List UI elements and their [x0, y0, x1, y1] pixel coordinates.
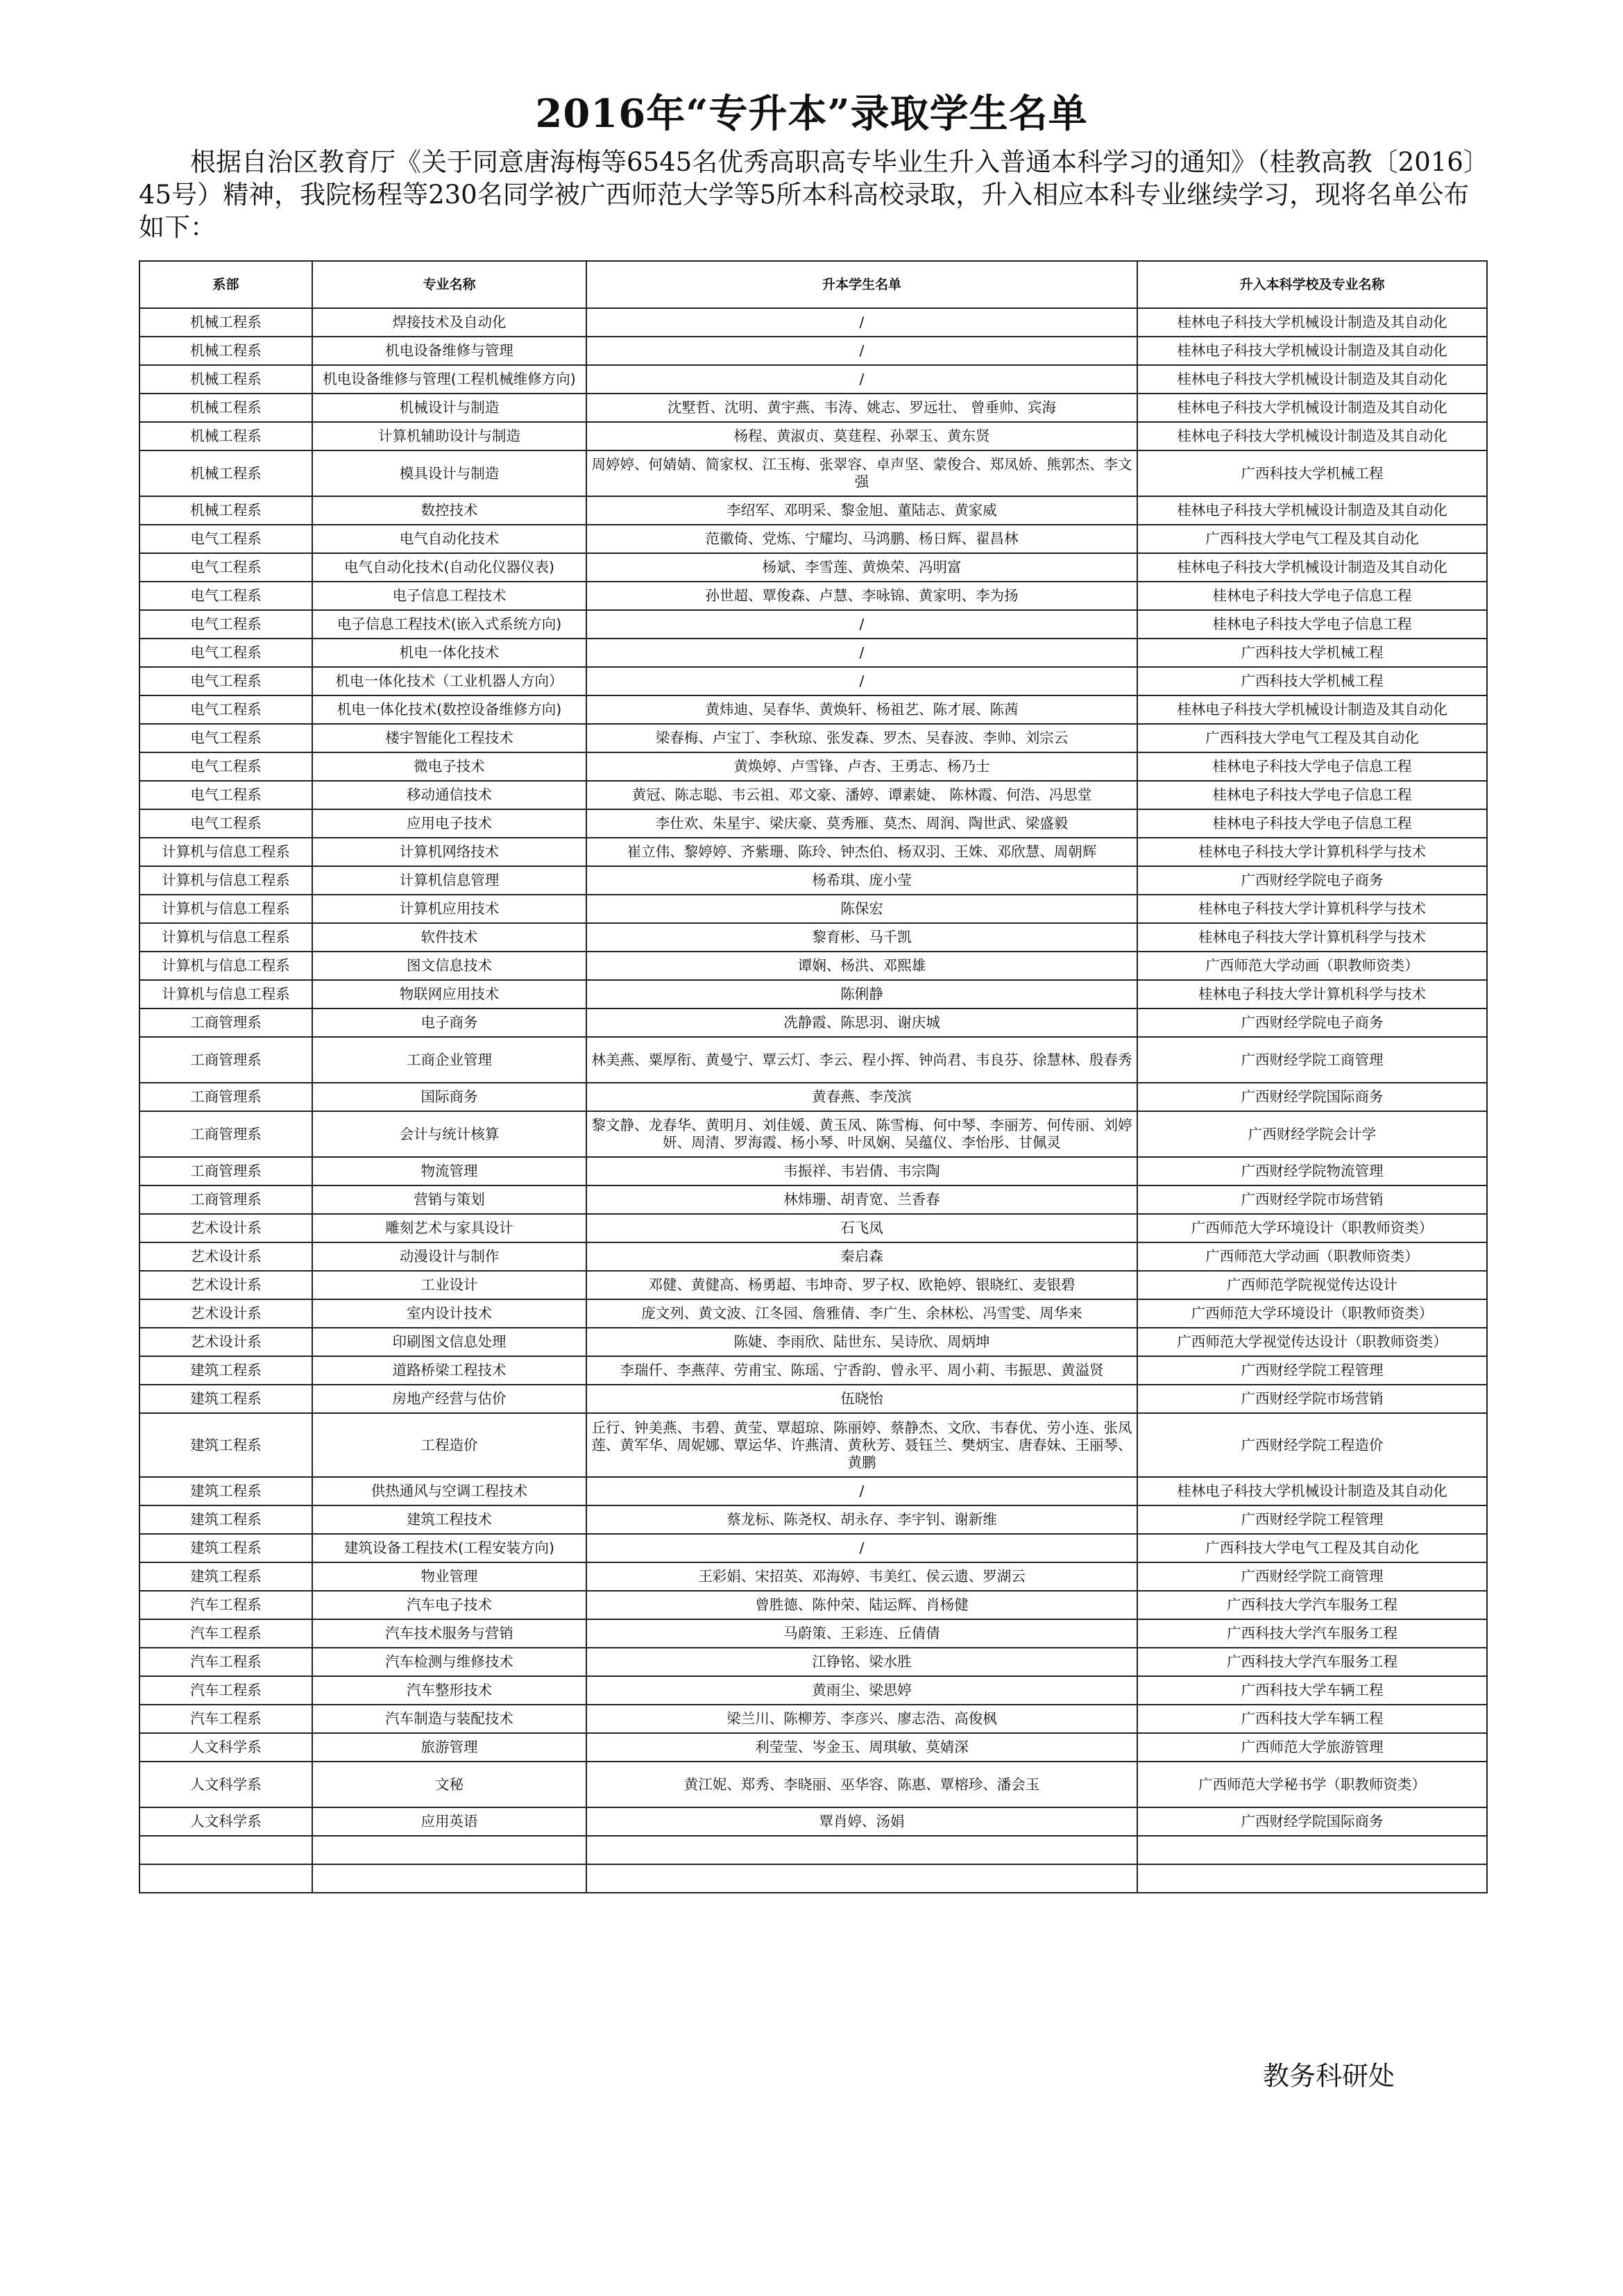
cell-students: 沈墅哲、沈明、黄宇燕、韦涛、姚志、罗远壮、 曾垂帅、宾海 [586, 394, 1137, 422]
cell-students: 陈婕、李雨欣、陆世东、吴诗欣、周炳坤 [586, 1328, 1137, 1356]
cell-major: 建筑工程技术 [312, 1505, 586, 1534]
cell-dept: 艺术设计系 [139, 1242, 312, 1271]
cell-school: 广西财经学院工程造价 [1137, 1413, 1487, 1477]
cell-major: 微电子技术 [312, 752, 586, 781]
cell-major: 软件技术 [312, 923, 586, 952]
cell-school: 桂林电子科技大学机械设计制造及其自动化 [1137, 365, 1487, 394]
cell-school: 广西师范学院视觉传达设计 [1137, 1271, 1487, 1299]
cell-dept: 计算机与信息工程系 [139, 980, 312, 1008]
table-row [139, 952, 1487, 980]
cell-dept: 计算机与信息工程系 [139, 952, 312, 980]
cell-dept: 建筑工程系 [139, 1562, 312, 1591]
table-row [139, 1534, 1487, 1562]
table-row [139, 394, 1487, 422]
cell-major: 楼宇智能化工程技术 [312, 724, 586, 752]
cell-dept: 机械工程系 [139, 450, 312, 496]
cell-school: 广西师范大学动画（职教师资类） [1137, 1242, 1487, 1271]
cell-major: 移动通信技术 [312, 781, 586, 809]
cell-dept: 电气工程系 [139, 667, 312, 695]
cell-school: 广西财经学院国际商务 [1137, 1807, 1487, 1836]
cell-students: 邓健、黄健高、杨勇超、韦坤奇、罗子权、欧艳婷、银晓红、麦银碧 [586, 1271, 1137, 1299]
cell-school: 广西科技大学汽车服务工程 [1137, 1591, 1487, 1619]
table-row [139, 1328, 1487, 1356]
table-row [139, 1477, 1487, 1505]
cell-students: 林炜珊、胡青宽、兰香春 [586, 1185, 1137, 1214]
table-row [139, 980, 1487, 1008]
table-row [139, 1037, 1487, 1083]
table-row [139, 337, 1487, 365]
cell-students: 黄焕婷、卢雪锋、卢杏、王勇志、杨乃士 [586, 752, 1137, 781]
cell-school: 广西科技大学汽车服务工程 [1137, 1648, 1487, 1676]
cell-major: 汽车整形技术 [312, 1676, 586, 1705]
cell-school: 桂林电子科技大学机械设计制造及其自动化 [1137, 337, 1487, 365]
cell-major: 应用电子技术 [312, 809, 586, 838]
table-row [139, 1271, 1487, 1299]
cell-school: 广西师范大学动画（职教师资类） [1137, 952, 1487, 980]
cell-major: 汽车技术服务与营销 [312, 1619, 586, 1648]
cell-students: 黄江妮、郑秀、李晓丽、巫华容、陈惠、覃榕珍、潘会玉 [586, 1762, 1137, 1807]
cell-students: 杨程、黄淑贞、莫莛程、孙翠玉、黄东贤 [586, 422, 1137, 450]
cell-major: 模具设计与制造 [312, 450, 586, 496]
cell-students: 孙世超、覃俊森、卢慧、李咏锦、黄家明、李为扬 [586, 582, 1137, 610]
cell-students: 梁兰川、陈柳芳、李彦兴、廖志浩、高俊枫 [586, 1705, 1137, 1733]
cell-dept: 计算机与信息工程系 [139, 838, 312, 866]
cell-school: 广西科技大学车辆工程 [1137, 1705, 1487, 1733]
cell-major: 计算机辅助设计与制造 [312, 422, 586, 450]
cell-school: 广西科技大学电气工程及其自动化 [1137, 724, 1487, 752]
cell-school: 广西财经学院物流管理 [1137, 1157, 1487, 1185]
cell-major: 焊接技术及自动化 [312, 308, 586, 337]
cell-major: 工业设计 [312, 1271, 586, 1299]
cell-school: 广西财经学院工程管理 [1137, 1505, 1487, 1534]
header-dept: 系部 [139, 261, 312, 308]
cell-dept: 机械工程系 [139, 496, 312, 525]
cell-dept: 工商管理系 [139, 1083, 312, 1111]
cell-school: 广西财经学院电子商务 [1137, 866, 1487, 895]
cell-major: 动漫设计与制作 [312, 1242, 586, 1271]
cell-major: 供热通风与空调工程技术 [312, 1477, 586, 1505]
table-row [139, 422, 1487, 450]
intro-paragraph: 根据自治区教育厅《关于同意唐海梅等6545名优秀高职高专毕业生升入普通本科学习的通知》（桂教高教〔2016〕45号）精神，我院杨程等230名同学被广西师范大学等5所本科高校录取，升入相应本科专业继续学习，现将名单公布如下： [139, 147, 1489, 242]
cell-school: 桂林电子科技大学电子信息工程 [1137, 809, 1487, 838]
cell-major: 营销与策划 [312, 1185, 586, 1214]
cell-major: 房地产经营与估价 [312, 1385, 586, 1413]
cell-dept: 汽车工程系 [139, 1619, 312, 1648]
cell-school: 桂林电子科技大学机械设计制造及其自动化 [1137, 695, 1487, 724]
cell-students: 李仕欢、朱星宇、梁庆豪、莫秀雁、莫杰、周润、陶世武、梁盛毅 [586, 809, 1137, 838]
table-row [139, 553, 1487, 582]
table-row [139, 1705, 1487, 1733]
cell-dept: 艺术设计系 [139, 1299, 312, 1328]
cell-students: / [586, 1477, 1137, 1505]
table-row [139, 1648, 1487, 1676]
table-row [139, 1157, 1487, 1185]
cell-school: 桂林电子科技大学电子信息工程 [1137, 781, 1487, 809]
cell-major: 旅游管理 [312, 1733, 586, 1762]
table-row [139, 1591, 1487, 1619]
table-row [139, 1385, 1487, 1413]
cell-school: 桂林电子科技大学电子信息工程 [1137, 582, 1487, 610]
cell-school: 桂林电子科技大学机械设计制造及其自动化 [1137, 553, 1487, 582]
cell-students: 蔡龙标、陈尧权、胡永存、李宇钊、谢新维 [586, 1505, 1137, 1534]
cell-students: 韦振祥、韦岩倩、韦宗陶 [586, 1157, 1137, 1185]
cell-major: 道路桥梁工程技术 [312, 1356, 586, 1385]
cell-students: 范徽倚、党炼、宁耀均、马鸿鹏、杨日辉、翟昌林 [586, 525, 1137, 553]
empty-cell [1137, 1836, 1487, 1864]
table-row [139, 1111, 1487, 1157]
cell-dept: 汽车工程系 [139, 1705, 312, 1733]
cell-students: 黄炜迪、吴春华、黄焕轩、杨祖艺、陈才展、陈茜 [586, 695, 1137, 724]
cell-major: 汽车电子技术 [312, 1591, 586, 1619]
cell-students: / [586, 308, 1137, 337]
cell-dept: 电气工程系 [139, 582, 312, 610]
cell-school: 广西科技大学电气工程及其自动化 [1137, 525, 1487, 553]
cell-major: 会计与统计核算 [312, 1111, 586, 1157]
cell-school: 广西师范大学秘书学（职教师资类） [1137, 1762, 1487, 1807]
cell-students: 杨斌、李雪莲、黄焕荣、冯明富 [586, 553, 1137, 582]
empty-cell [312, 1836, 586, 1864]
cell-school: 广西科技大学机械工程 [1137, 639, 1487, 667]
cell-dept: 工商管理系 [139, 1185, 312, 1214]
cell-dept: 电气工程系 [139, 639, 312, 667]
cell-students: 林美燕、粟厚衔、黄曼宁、覃云灯、李云、程小挥、钟尚君、韦良芬、徐慧林、殷春秀 [586, 1037, 1137, 1083]
cell-major: 汽车检测与维修技术 [312, 1648, 586, 1676]
cell-dept: 工商管理系 [139, 1111, 312, 1157]
signature: 教务科研处 [1263, 2061, 1395, 2091]
cell-dept: 机械工程系 [139, 422, 312, 450]
cell-students: / [586, 1534, 1137, 1562]
table-row [139, 610, 1487, 639]
cell-dept: 建筑工程系 [139, 1477, 312, 1505]
table-header-row [139, 261, 1487, 308]
cell-students: 秦启森 [586, 1242, 1137, 1271]
cell-school: 广西财经学院会计学 [1137, 1111, 1487, 1157]
cell-dept: 艺术设计系 [139, 1271, 312, 1299]
cell-dept: 汽车工程系 [139, 1676, 312, 1705]
table-row [139, 1619, 1487, 1648]
cell-school: 桂林电子科技大学计算机科学与技术 [1137, 838, 1487, 866]
cell-major: 电子信息工程技术 [312, 582, 586, 610]
cell-school: 桂林电子科技大学机械设计制造及其自动化 [1137, 394, 1487, 422]
cell-dept: 工商管理系 [139, 1157, 312, 1185]
cell-major: 数控技术 [312, 496, 586, 525]
empty-cell [586, 1836, 1137, 1864]
cell-dept: 汽车工程系 [139, 1648, 312, 1676]
empty-cell [139, 1864, 312, 1893]
header-school: 升入本科学校及专业名称 [1137, 261, 1487, 308]
table-row [139, 1562, 1487, 1591]
empty-cell [586, 1864, 1137, 1893]
cell-students: 黄春燕、李茂滨 [586, 1083, 1137, 1111]
cell-dept: 电气工程系 [139, 610, 312, 639]
table-row [139, 1807, 1487, 1836]
table-row [139, 1413, 1487, 1477]
cell-dept: 电气工程系 [139, 553, 312, 582]
cell-students: 李绍军、邓明采、黎金旭、董陆志、黄家威 [586, 496, 1137, 525]
header-major: 专业名称 [312, 261, 586, 308]
cell-major: 建筑设备工程技术(工程安装方向) [312, 1534, 586, 1562]
cell-school: 桂林电子科技大学计算机科学与技术 [1137, 895, 1487, 923]
cell-school: 桂林电子科技大学机械设计制造及其自动化 [1137, 496, 1487, 525]
table-row [139, 724, 1487, 752]
cell-school: 广西科技大学汽车服务工程 [1137, 1619, 1487, 1648]
empty-row [139, 1864, 1487, 1893]
cell-dept: 计算机与信息工程系 [139, 923, 312, 952]
table-row [139, 809, 1487, 838]
cell-dept: 电气工程系 [139, 809, 312, 838]
cell-school: 广西科技大学电气工程及其自动化 [1137, 1534, 1487, 1562]
cell-students: / [586, 610, 1137, 639]
table-row [139, 1676, 1487, 1705]
empty-cell [139, 1836, 312, 1864]
cell-dept: 汽车工程系 [139, 1591, 312, 1619]
cell-students: 黄雨尘、梁思婷 [586, 1676, 1137, 1705]
cell-students: 陈俐静 [586, 980, 1137, 1008]
cell-students: / [586, 639, 1137, 667]
cell-dept: 机械工程系 [139, 337, 312, 365]
cell-dept: 工商管理系 [139, 1037, 312, 1083]
cell-school: 广西财经学院工程管理 [1137, 1356, 1487, 1385]
cell-school: 广西师范大学视觉传达设计（职教师资类） [1137, 1328, 1487, 1356]
cell-students: / [586, 337, 1137, 365]
cell-dept: 人文科学系 [139, 1733, 312, 1762]
table-row [139, 838, 1487, 866]
cell-school: 广西财经学院市场营销 [1137, 1385, 1487, 1413]
cell-major: 工商企业管理 [312, 1037, 586, 1083]
cell-students: 冼静霞、陈思羽、谢庆城 [586, 1008, 1137, 1037]
cell-students: 黄冠、陈志聪、韦云祖、邓文豪、潘婷、谭素婕、 陈林霞、何浩、冯思堂 [586, 781, 1137, 809]
cell-major: 计算机信息管理 [312, 866, 586, 895]
cell-students: / [586, 667, 1137, 695]
cell-school: 桂林电子科技大学电子信息工程 [1137, 610, 1487, 639]
table-row [139, 667, 1487, 695]
empty-cell [1137, 1864, 1487, 1893]
cell-school: 广西科技大学机械工程 [1137, 667, 1487, 695]
cell-dept: 人文科学系 [139, 1807, 312, 1836]
cell-school: 广西财经学院国际商务 [1137, 1083, 1487, 1111]
cell-school: 桂林电子科技大学机械设计制造及其自动化 [1137, 422, 1487, 450]
header-students: 升本学生名单 [586, 261, 1137, 308]
cell-dept: 电气工程系 [139, 695, 312, 724]
cell-school: 桂林电子科技大学计算机科学与技术 [1137, 980, 1487, 1008]
cell-students: 曾胜德、陈仲荣、陆运辉、肖杨健 [586, 1591, 1137, 1619]
cell-students: 覃肖婷、汤娟 [586, 1807, 1137, 1836]
cell-major: 机电设备维修与管理 [312, 337, 586, 365]
cell-major: 机电一体化技术(数控设备维修方向) [312, 695, 586, 724]
table-row [139, 496, 1487, 525]
cell-students: 崔立伟、黎婷婷、齐紫珊、陈玲、钟杰伯、杨双羽、王姝、邓欣慧、周朝辉 [586, 838, 1137, 866]
cell-school: 广西财经学院电子商务 [1137, 1008, 1487, 1037]
cell-major: 电子信息工程技术(嵌入式系统方向) [312, 610, 586, 639]
cell-major: 机电一体化技术（工业机器人方向） [312, 667, 586, 695]
cell-major: 文秘 [312, 1762, 586, 1807]
table-row [139, 1083, 1487, 1111]
cell-dept: 建筑工程系 [139, 1505, 312, 1534]
cell-students: 陈保宏 [586, 895, 1137, 923]
cell-dept: 电气工程系 [139, 724, 312, 752]
table-row [139, 895, 1487, 923]
cell-dept: 建筑工程系 [139, 1356, 312, 1385]
cell-students: 杨希琪、庞小莹 [586, 866, 1137, 895]
cell-school: 桂林电子科技大学机械设计制造及其自动化 [1137, 308, 1487, 337]
cell-students: 黎育彬、马千凯 [586, 923, 1137, 952]
cell-students: 周婷婷、何婧婧、简家权、江玉梅、张翠容、卓声坚、蒙俊合、郑凤娇、熊郭杰、李文强 [586, 450, 1137, 496]
cell-students: 梁春梅、卢宝丁、李秋琼、张发森、罗杰、吴春波、李帅、刘宗云 [586, 724, 1137, 752]
table-row [139, 1214, 1487, 1242]
table-row [139, 866, 1487, 895]
cell-major: 雕刻艺术与家具设计 [312, 1214, 586, 1242]
cell-school: 广西财经学院工商管理 [1137, 1562, 1487, 1591]
page-title: 2016年“专升本”录取学生名单 [535, 91, 1088, 137]
cell-students: 丘行、钟美燕、韦碧、黄莹、覃超琼、陈丽婷、蔡静杰、文欣、韦春优、劳小连、张凤莲、黄军华、周妮娜、覃运华、许燕清、黄秋芳、聂钰兰、樊炳宝、唐春妹、王丽琴、黄鹏 [586, 1413, 1137, 1477]
cell-students: / [586, 365, 1137, 394]
cell-major: 计算机网络技术 [312, 838, 586, 866]
table-row [139, 1299, 1487, 1328]
table-body [139, 308, 1487, 1893]
cell-major: 计算机应用技术 [312, 895, 586, 923]
cell-students: 马蔚策、王彩连、丘倩倩 [586, 1619, 1137, 1648]
table-row [139, 525, 1487, 553]
cell-school: 广西师范大学环境设计（职教师资类） [1137, 1299, 1487, 1328]
cell-dept: 电气工程系 [139, 781, 312, 809]
cell-major: 物联网应用技术 [312, 980, 586, 1008]
cell-school: 广西师范大学环境设计（职教师资类） [1137, 1214, 1487, 1242]
cell-students: 石飞凤 [586, 1214, 1137, 1242]
cell-students: 谭娴、杨洪、邓熙雄 [586, 952, 1137, 980]
cell-dept: 机械工程系 [139, 365, 312, 394]
cell-dept: 艺术设计系 [139, 1328, 312, 1356]
cell-major: 国际商务 [312, 1083, 586, 1111]
table-row [139, 1733, 1487, 1762]
cell-school: 桂林电子科技大学计算机科学与技术 [1137, 923, 1487, 952]
cell-major: 印刷图文信息处理 [312, 1328, 586, 1356]
table-row [139, 1505, 1487, 1534]
cell-dept: 电气工程系 [139, 525, 312, 553]
cell-dept: 工商管理系 [139, 1008, 312, 1037]
cell-dept: 人文科学系 [139, 1762, 312, 1807]
cell-school: 广西科技大学机械工程 [1137, 450, 1487, 496]
cell-major: 机械设计与制造 [312, 394, 586, 422]
cell-major: 室内设计技术 [312, 1299, 586, 1328]
cell-school: 桂林电子科技大学机械设计制造及其自动化 [1137, 1477, 1487, 1505]
cell-dept: 机械工程系 [139, 308, 312, 337]
cell-major: 汽车制造与装配技术 [312, 1705, 586, 1733]
table-row [139, 639, 1487, 667]
cell-dept: 艺术设计系 [139, 1214, 312, 1242]
table-row [139, 365, 1487, 394]
cell-major: 机电设备维修与管理(工程机械维修方向) [312, 365, 586, 394]
cell-school: 桂林电子科技大学电子信息工程 [1137, 752, 1487, 781]
cell-school: 广西科技大学车辆工程 [1137, 1676, 1487, 1705]
cell-dept: 机械工程系 [139, 394, 312, 422]
cell-dept: 建筑工程系 [139, 1534, 312, 1562]
cell-students: 王彩娟、宋招英、邓海婷、韦美红、侯云遗、罗湖云 [586, 1562, 1137, 1591]
cell-students: 庞文列、黄文波、江冬园、詹雅倩、李广生、余林松、冯雪雯、周华来 [586, 1299, 1137, 1328]
cell-major: 电子商务 [312, 1008, 586, 1037]
cell-major: 图文信息技术 [312, 952, 586, 980]
cell-students: 李瑞仟、李燕萍、劳甫宝、陈瑶、宁香韵、曾永平、周小莉、韦振思、黄溢贤 [586, 1356, 1137, 1385]
cell-school: 广西财经学院市场营销 [1137, 1185, 1487, 1214]
cell-students: 江铮铭、梁水胜 [586, 1648, 1137, 1676]
cell-students: 伍晓怡 [586, 1385, 1137, 1413]
cell-major: 工程造价 [312, 1413, 586, 1477]
table-row [139, 1356, 1487, 1385]
cell-major: 物流管理 [312, 1157, 586, 1185]
empty-cell [312, 1864, 586, 1893]
cell-students: 利莹莹、岑金玉、周琪敏、莫婧深 [586, 1733, 1137, 1762]
cell-dept: 计算机与信息工程系 [139, 866, 312, 895]
table-row [139, 1762, 1487, 1807]
cell-school: 广西师范大学旅游管理 [1137, 1733, 1487, 1762]
cell-school: 广西财经学院工商管理 [1137, 1037, 1487, 1083]
table-row [139, 1008, 1487, 1037]
empty-row [139, 1836, 1487, 1864]
cell-dept: 建筑工程系 [139, 1385, 312, 1413]
table-row [139, 1185, 1487, 1214]
table-row [139, 781, 1487, 809]
table-row [139, 308, 1487, 337]
cell-major: 电气自动化技术 [312, 525, 586, 553]
cell-major: 机电一体化技术 [312, 639, 586, 667]
cell-dept: 计算机与信息工程系 [139, 895, 312, 923]
table-row [139, 752, 1487, 781]
table-row [139, 582, 1487, 610]
cell-students: 黎文静、龙春华、黄明月、刘佳媛、黄玉凤、陈雪梅、何中琴、李丽芳、何传丽、刘婷妍、周清、罗海霞、杨小琴、叶凤娴、吴蕴仪、李怡彤、甘佩灵 [586, 1111, 1137, 1157]
cell-major: 应用英语 [312, 1807, 586, 1836]
cell-dept: 电气工程系 [139, 752, 312, 781]
table-row [139, 450, 1487, 496]
table-row [139, 695, 1487, 724]
cell-dept: 建筑工程系 [139, 1413, 312, 1477]
cell-major: 电气自动化技术(自动化仪器仪表) [312, 553, 586, 582]
admission-table [139, 260, 1488, 1893]
table-row [139, 923, 1487, 952]
table-row [139, 1242, 1487, 1271]
cell-major: 物业管理 [312, 1562, 586, 1591]
